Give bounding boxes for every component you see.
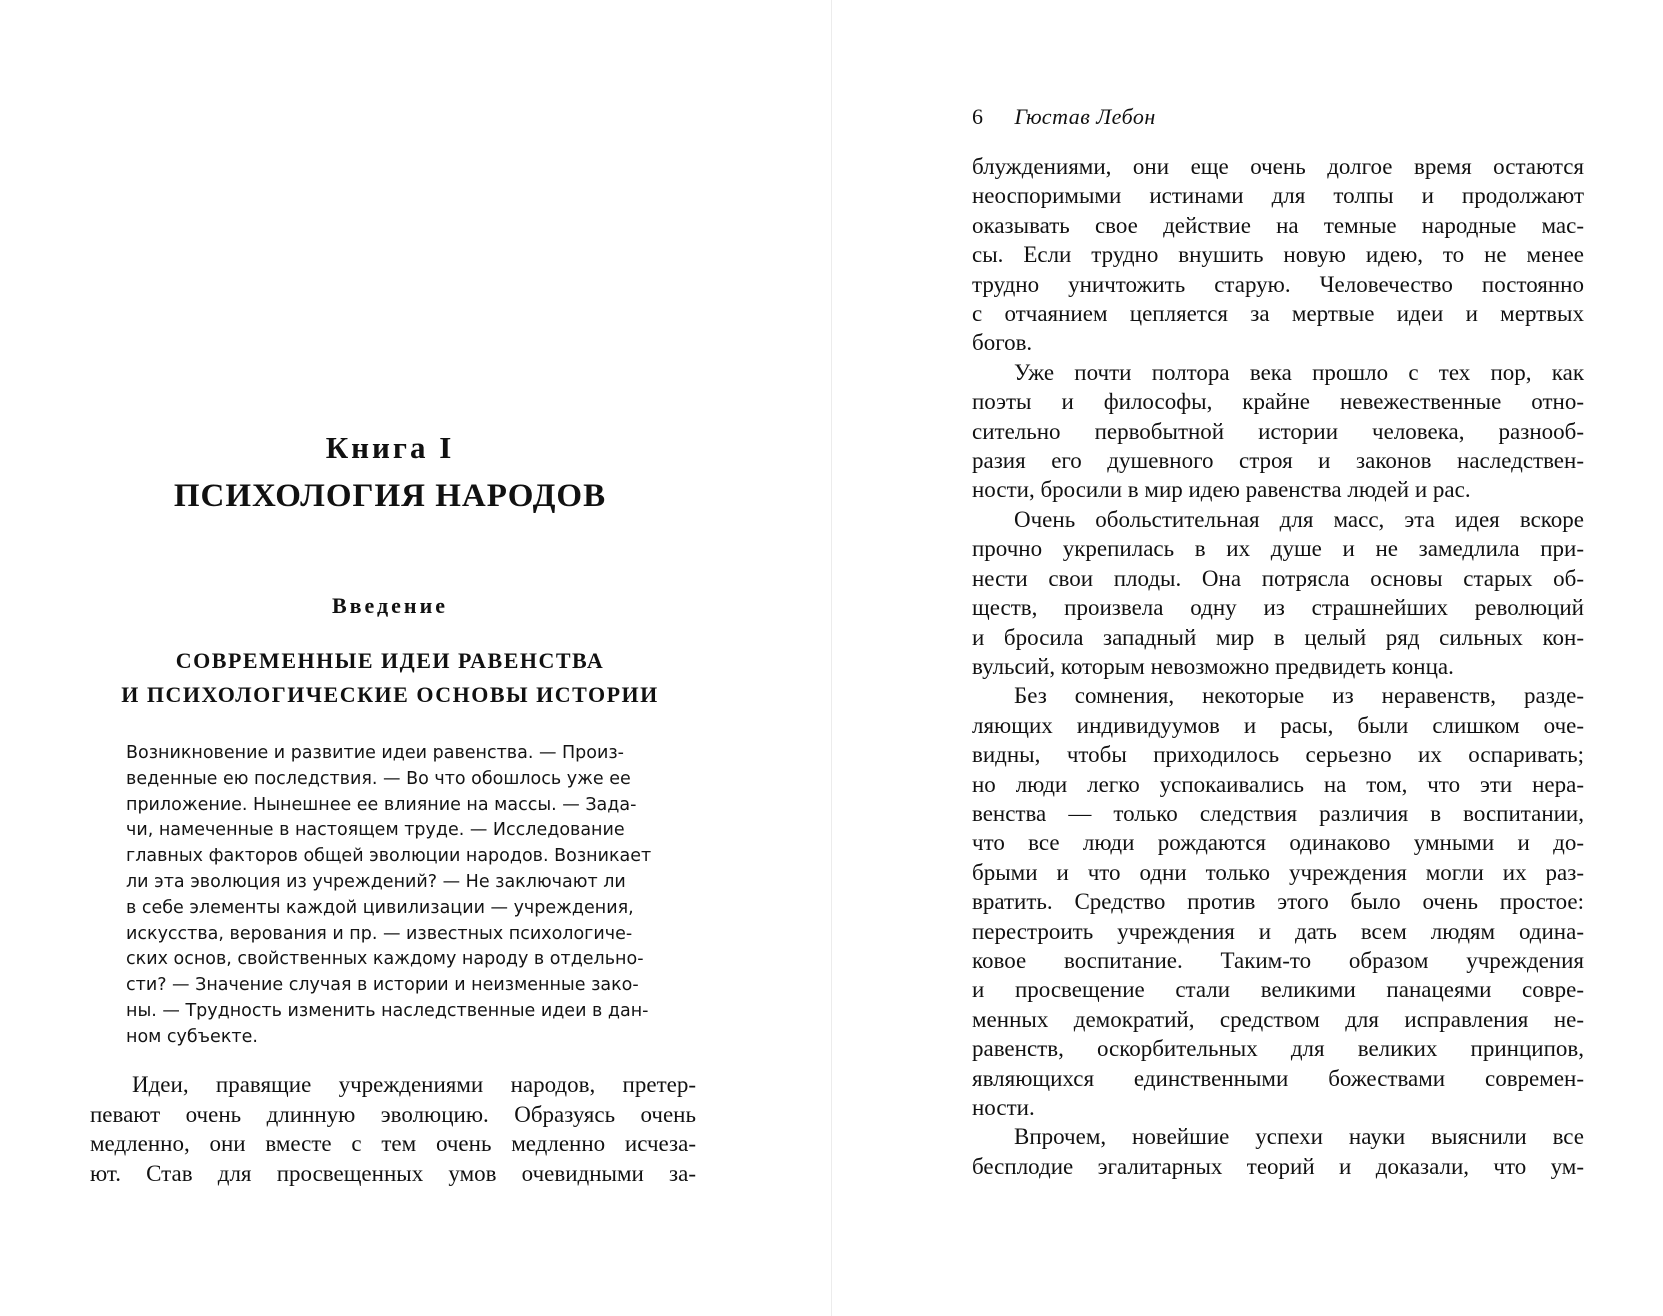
body-line: Без сомнения, некоторые из неравенств, разде- [1014,683,1584,709]
body-line: с отчаянием цепляется за мертвые идеи и мертвых [972,301,1584,327]
body-line: поэты и философы, крайне невежественные отно- [972,389,1584,415]
body-line: нести свои плоды. Она потрясла основы старых об- [972,565,1584,591]
summary-line: ном субъекте. [126,1026,258,1047]
introduction-label: Введение [331,593,449,618]
body-line: равенств, оскорбительных для великих принципов, [972,1036,1584,1062]
body-line: бесплодие эгалитарных теорий и доказали, что ум- [972,1153,1584,1179]
chapter-summary [126,741,662,1051]
body-line: разия его душевного строя и законов наследствен- [972,448,1584,474]
body-line: сительно первобытной истории человека, разнооб- [972,418,1584,444]
summary-line: сти? — Значение случая в истории и неизменные зако- [126,975,639,996]
body-line: богов. [972,330,1033,356]
body-line: Идеи, правящие учреждениями народов, претер- [132,1072,696,1097]
chapter-title [90,644,690,712]
summary-line: ли эта эволюция из учреждений? — Не заключают ли [126,871,626,892]
left-body-text [90,1070,696,1188]
summary-line: чи, намеченные в настоящем труде. — Исследование [126,820,625,841]
body-line: певают очень длинную эволюцию. Образуясь очень [90,1101,696,1127]
body-line: Очень обольстительная для масс, эта идея вскоре [1014,506,1584,532]
summary-line: веденные ею последствия. — Во что обошлось уже ее [126,768,631,789]
body-line: ют. Став для просвещенных умов очевидными за- [90,1160,696,1186]
body-line: вульсий, которым невозможно предвидеть конца. [972,653,1454,679]
body-line: ковое воспитание. Таким-то образом учреждения [972,947,1584,973]
body-line: блуждениями, они еще очень долгое время остаются [972,154,1584,179]
chapter-title-line: И ПСИХОЛОГИЧЕСКИЕ ОСНОВЫ ИСТОРИИ [121,682,659,707]
left-page [0,0,831,1316]
body-line: сы. Если трудно внушить новую идею, то не менее [972,242,1584,268]
summary-line: Возникновение и развитие идеи равенства. — Произ- [126,743,624,763]
body-line: ности, бросили в мир идею равенства людей и рас. [972,477,1471,503]
page-number: 6 [972,104,983,129]
body-line: медленно, они вместе с тем очень медленно исчеза- [90,1131,696,1157]
summary-line: ских основ, свойственных каждому народу в отдельно- [126,949,644,970]
body-line: менных демократий, средством для исправления не- [972,1006,1584,1032]
summary-line: в себе элементы каждой цивилизации — учреждения, [126,897,634,918]
body-line: что все люди рождаются одинаково умными и до- [972,830,1584,856]
right-page [832,0,1663,1316]
body-line: являющихся единственными божествами современ- [972,1065,1584,1091]
running-head [972,104,1156,130]
body-line: и просвещение стали великими панацеями совре- [972,977,1584,1003]
body-line: оказывать свое действие на темные народные мас- [972,212,1584,238]
body-line: ляющих индивидуумов и расы, были слишком оче- [972,712,1584,738]
summary-line: приложение. Нынешнее ее влияние на массы. — Зада- [126,794,637,815]
body-line: и бросила западный мир в целый ряд сильных кон- [972,624,1584,650]
body-line: но люди легко успокаивались на том, что эти нера- [972,771,1584,797]
body-line: ществ, произвела одну из страшнейших революций [972,595,1584,621]
body-line: перестроить учреждения и дать всем людям одина- [972,918,1584,944]
book-title: ПСИХОЛОГИЯ НАРОДОВ [173,478,607,514]
body-line: венства — только следствия различия в воспитании, [972,800,1584,826]
summary-line: ны. — Трудность изменить наследственные идеи в дан- [126,1000,649,1021]
body-line: ности. [972,1095,1035,1120]
body-line: вратить. Средство против этого было очень простое: [972,889,1584,915]
body-line: прочно укрепилась в их душе и не замедлила при- [972,536,1584,562]
right-body-text [972,152,1584,1181]
body-line: неоспоримыми истинами для толпы и продолжают [972,183,1584,209]
body-line: трудно уничтожить старую. Человечество постоянно [972,271,1584,297]
book-label: Книга I [325,430,455,465]
body-line: Уже почти полтора века прошло с тех пор, как [1014,359,1584,385]
body-line: видны, чтобы приходилось серьезно их оспаривать; [972,742,1584,768]
summary-line: искусства, верования и пр. — известных психологиче- [126,923,633,944]
body-line: брыми и что одни только учреждения могли их раз- [972,859,1584,885]
chapter-title-line: СОВРЕМЕННЫЕ ИДЕИ РАВЕНСТВА [175,648,605,673]
running-head-author: Гюстав Лебон [1014,104,1156,129]
summary-line: главных факторов общей эволюции народов. Возникает [126,846,652,867]
body-line: Впрочем, новейшие успехи науки выяснили все [1014,1124,1584,1150]
